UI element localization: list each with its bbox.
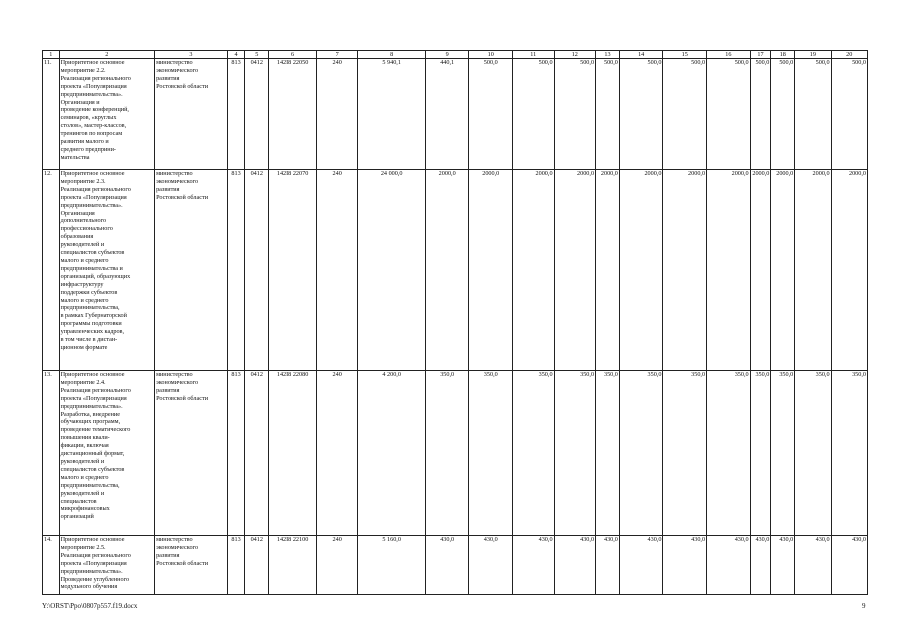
rzpr-code: 0412 — [245, 59, 269, 170]
year-amount: 500,0 — [596, 59, 620, 170]
year-amount: 430,0 — [831, 536, 867, 595]
row-number: 12. — [43, 170, 60, 371]
year-amount: 500,0 — [554, 59, 596, 170]
rzpr-code: 0412 — [245, 371, 269, 536]
grbs-code: 813 — [227, 536, 245, 595]
year-amount: 350,0 — [469, 371, 513, 536]
measure-name: Приоритетное основное мероприятие 2.4. Реализация регионального проекта «Популяризация предпринимательства». Разработка, внедрение обучающих программ, проведение тематического повышения квали- фикации, включая дистанционный формат, руководителей и специалистов субъектов малого и среднего предпринимательства, руководителей и специалистов микрофинансовых организаций — [59, 371, 154, 536]
header-cell: 19 — [795, 51, 831, 59]
table-row — [43, 170, 868, 371]
year-amount: 500,0 — [750, 59, 771, 170]
header-cell: 18 — [771, 51, 795, 59]
header-cell: 4 — [227, 51, 245, 59]
year-amount: 2000,0 — [771, 170, 795, 371]
year-amount: 350,0 — [513, 371, 555, 536]
year-amount: 430,0 — [771, 536, 795, 595]
year-amount: 2000,0 — [619, 170, 663, 371]
year-amount: 350,0 — [707, 371, 751, 536]
header-cell: 1 — [43, 51, 60, 59]
measure-name: Приоритетное основное мероприятие 2.5. Реализация регионального проекта «Популяризация предпринимательства». Проведение углубленного модульного обучения — [59, 536, 154, 595]
total-amount: 4 200,0 — [358, 371, 425, 536]
year-amount: 350,0 — [795, 371, 831, 536]
page-number: 9 — [862, 602, 866, 610]
year-amount: 350,0 — [750, 371, 771, 536]
vr-code: 240 — [316, 59, 358, 170]
header-cell: 6 — [269, 51, 317, 59]
year-amount: 2000,0 — [554, 170, 596, 371]
measure-name: Приоритетное основное мероприятие 2.3. Реализация регионального проекта «Популяризация предпринимательства». Организация дополнительного профессионального образования руководителей и специалистов субъектов малого и среднего предпринимательства и организаций, образующих инфраструктуру поддержки субъектов малого и среднего предпринимательства, в рамках Губернаторской программы подготовки управленческих кадров, в том числе в дистан- ционном формате — [59, 170, 154, 371]
year-amount: 500,0 — [831, 59, 867, 170]
year-amount: 350,0 — [831, 371, 867, 536]
year-amount: 2000,0 — [750, 170, 771, 371]
csr-code: 142I8 22050 — [269, 59, 317, 170]
header-cell: 12 — [554, 51, 596, 59]
year-amount: 500,0 — [513, 59, 555, 170]
measure-name: Приоритетное основное мероприятие 2.2. Реализация регионального проекта «Популяризация предпринимательства». Организация и проведение конференций, семинаров, «круглых столов», мастер-классов, тренингов по вопросам развития малого и среднего предприни- мательства — [59, 59, 154, 170]
header-cell: 20 — [831, 51, 867, 59]
year-amount: 430,0 — [750, 536, 771, 595]
program-table — [42, 50, 868, 595]
year-amount: 2000,0 — [469, 170, 513, 371]
year-amount: 2000,0 — [513, 170, 555, 371]
year-amount: 2000,0 — [795, 170, 831, 371]
year-amount: 500,0 — [619, 59, 663, 170]
csr-code: 142I8 22080 — [269, 371, 317, 536]
year-amount: 2000,0 — [831, 170, 867, 371]
grbs-code: 813 — [227, 170, 245, 371]
year-amount: 500,0 — [707, 59, 751, 170]
executor: министерство экономического развития Ростовской области — [155, 170, 228, 371]
table-row — [43, 536, 868, 595]
executor: министерство экономического развития Ростовской области — [155, 536, 228, 595]
csr-code: 142I8 22070 — [269, 170, 317, 371]
header-cell: 7 — [316, 51, 358, 59]
header-cell: 13 — [596, 51, 620, 59]
year-amount: 2000,0 — [707, 170, 751, 371]
year-amount: 350,0 — [425, 371, 469, 536]
executor: министерство экономического развития Ростовской области — [155, 59, 228, 170]
rzpr-code: 0412 — [245, 536, 269, 595]
footer-file-path: Y:\ORST\Ppo\0807p557.f19.docx — [42, 602, 138, 610]
grbs-code: 813 — [227, 59, 245, 170]
header-cell: 14 — [619, 51, 663, 59]
year-amount: 2000,0 — [663, 170, 707, 371]
vr-code: 240 — [316, 170, 358, 371]
year-amount: 430,0 — [707, 536, 751, 595]
table-row — [43, 59, 868, 170]
row-number: 14. — [43, 536, 60, 595]
year-amount: 430,0 — [795, 536, 831, 595]
total-amount: 5 160,0 — [358, 536, 425, 595]
year-amount: 350,0 — [663, 371, 707, 536]
year-amount: 500,0 — [663, 59, 707, 170]
total-amount: 24 000,0 — [358, 170, 425, 371]
header-cell: 15 — [663, 51, 707, 59]
year-amount: 2000,0 — [425, 170, 469, 371]
header-cell: 3 — [155, 51, 228, 59]
year-amount: 430,0 — [513, 536, 555, 595]
year-amount: 350,0 — [596, 371, 620, 536]
header-cell: 10 — [469, 51, 513, 59]
row-number: 13. — [43, 371, 60, 536]
header-cell: 5 — [245, 51, 269, 59]
vr-code: 240 — [316, 371, 358, 536]
header-row — [43, 51, 868, 59]
year-amount: 440,1 — [425, 59, 469, 170]
year-amount: 2000,0 — [596, 170, 620, 371]
year-amount: 350,0 — [619, 371, 663, 536]
year-amount: 500,0 — [771, 59, 795, 170]
year-amount: 430,0 — [469, 536, 513, 595]
header-cell: 16 — [707, 51, 751, 59]
executor: министерство экономического развития Ростовской области — [155, 371, 228, 536]
year-amount: 430,0 — [663, 536, 707, 595]
rzpr-code: 0412 — [245, 170, 269, 371]
header-cell: 2 — [59, 51, 154, 59]
header-cell: 9 — [425, 51, 469, 59]
year-amount: 430,0 — [554, 536, 596, 595]
table-row — [43, 371, 868, 536]
row-number: 11. — [43, 59, 60, 170]
year-amount: 350,0 — [554, 371, 596, 536]
year-amount: 500,0 — [469, 59, 513, 170]
year-amount: 350,0 — [771, 371, 795, 536]
grbs-code: 813 — [227, 371, 245, 536]
header-cell: 8 — [358, 51, 425, 59]
year-amount: 500,0 — [795, 59, 831, 170]
total-amount: 5 940,1 — [358, 59, 425, 170]
vr-code: 240 — [316, 536, 358, 595]
header-cell: 11 — [513, 51, 555, 59]
year-amount: 430,0 — [596, 536, 620, 595]
header-cell: 17 — [750, 51, 771, 59]
year-amount: 430,0 — [425, 536, 469, 595]
csr-code: 142I8 22100 — [269, 536, 317, 595]
year-amount: 430,0 — [619, 536, 663, 595]
